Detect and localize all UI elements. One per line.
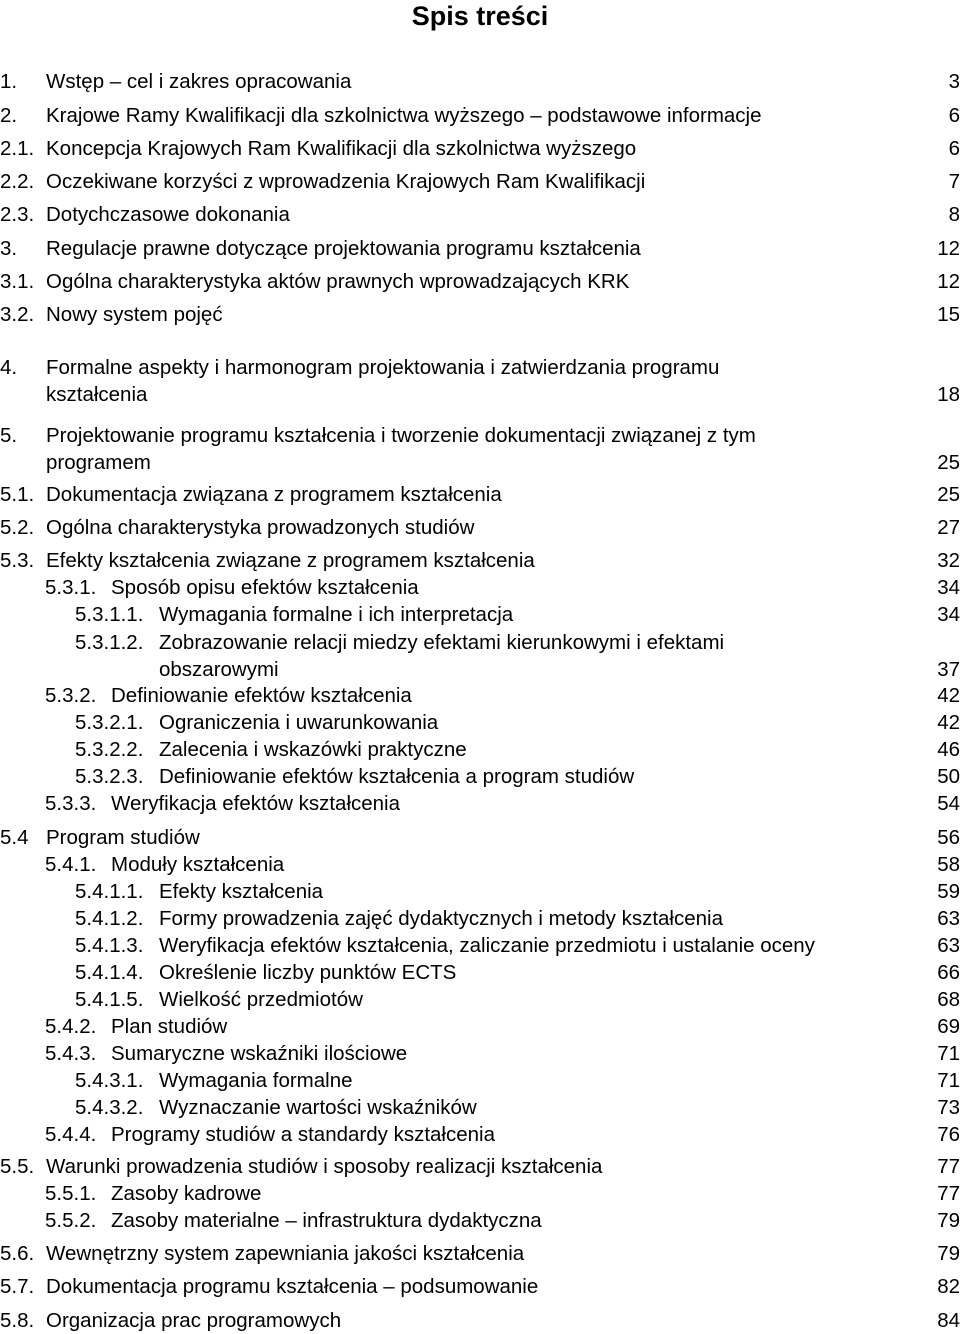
toc-entry-number: 5.4.1.2. <box>75 907 144 930</box>
toc-entry-number: 5. <box>0 424 18 447</box>
toc-entry-title <box>159 1067 937 1094</box>
toc-entry-title <box>46 301 937 328</box>
toc-entry[interactable] <box>0 481 960 508</box>
toc-entry[interactable] <box>45 682 960 709</box>
toc-entry-page: 32 <box>937 549 960 572</box>
toc-entry-number: 5.5.2. <box>45 1209 97 1232</box>
toc-entry-title-line: programem <box>46 451 151 474</box>
toc-entry-title-line: Organizacja prac programowych <box>46 1309 342 1332</box>
toc-entry[interactable] <box>0 168 960 195</box>
toc-entry-number: 5.3.2.3. <box>75 765 144 788</box>
toc-entry-page: 59 <box>937 880 960 903</box>
toc-entry-page: 8 <box>948 203 960 226</box>
toc-entry-page: 42 <box>937 711 960 734</box>
toc-entry-title <box>159 763 937 790</box>
toc-entry-title <box>159 878 937 905</box>
toc-entry-number: 5.4.1.4. <box>75 961 144 984</box>
toc-entry[interactable] <box>75 905 960 932</box>
toc-entry[interactable] <box>0 824 960 851</box>
toc-entry-title-line: Projektowanie programu kształcenia i tworzenie dokumentacji związanej z tym <box>46 424 756 447</box>
toc-entry[interactable] <box>45 1180 960 1207</box>
toc-entry-number: 5.5. <box>0 1155 35 1178</box>
toc-entry-page: 34 <box>937 603 960 626</box>
toc-entry-title-line: Ograniczenia i uwarunkowania <box>159 711 439 734</box>
toc-entry[interactable] <box>75 932 960 959</box>
toc-entry-page: 25 <box>937 451 960 474</box>
toc-entry-page: 73 <box>937 1096 960 1119</box>
toc-entry-number: 5.4.1.5. <box>75 988 144 1011</box>
toc-entry-number: 5.3.1.1. <box>75 603 144 626</box>
toc-entry-title-line: Efekty kształcenia <box>159 880 324 903</box>
toc-entry-title-line: Wymagania formalne <box>159 1069 353 1092</box>
toc-entry-title <box>111 1013 937 1040</box>
toc-entry-title-line: Krajowe Ramy Kwalifikacji dla szkolnictwa wyższego – podstawowe informacje <box>46 104 762 127</box>
toc-entry[interactable] <box>75 629 960 683</box>
toc-entry-title <box>46 422 937 476</box>
toc-entry-title <box>46 102 949 129</box>
toc-entry-title <box>159 709 937 736</box>
toc-entry-title <box>159 629 937 683</box>
toc-entry[interactable] <box>0 68 960 95</box>
toc-entry-title-line: Formy prowadzenia zajęć dydaktycznych i metody kształcenia <box>159 907 723 930</box>
toc-entry-number: 5.8. <box>0 1309 35 1332</box>
toc-entry-number: 5.4.3. <box>45 1042 97 1065</box>
toc-entry[interactable] <box>75 736 960 763</box>
toc-entry[interactable] <box>75 601 960 628</box>
toc-entry[interactable] <box>0 1153 960 1180</box>
toc-entry[interactable] <box>75 1067 960 1094</box>
toc-entry[interactable] <box>0 102 960 129</box>
toc-entry-title-line: Wyznaczanie wartości wskaźników <box>159 1096 477 1119</box>
toc-entry-page: 63 <box>937 907 960 930</box>
toc-entry-title-line: Weryfikacja efektów kształcenia <box>111 792 401 815</box>
toc-entry[interactable] <box>0 354 960 408</box>
toc-entry-page: 77 <box>937 1155 960 1178</box>
toc-entry[interactable] <box>0 1240 960 1267</box>
toc-entry[interactable] <box>75 878 960 905</box>
toc-entry-title <box>46 135 949 162</box>
toc-entry-title-line: Dokumentacja związana z programem kształcenia <box>46 483 502 506</box>
toc-entry-title <box>46 201 949 228</box>
toc-entry-title <box>159 932 937 959</box>
toc-entry-number: 5.4.3.1. <box>75 1069 144 1092</box>
toc-entry-number: 5.6. <box>0 1242 35 1265</box>
toc-entry-page: 63 <box>937 934 960 957</box>
toc-entry-title <box>46 1153 937 1180</box>
toc-entry-page: 66 <box>937 961 960 984</box>
toc-entry-title-line: Definiowanie efektów kształcenia a program studiów <box>159 765 635 788</box>
toc-entry-title-line: Warunki prowadzenia studiów i sposoby realizacji kształcenia <box>46 1155 603 1178</box>
toc-entry[interactable] <box>75 986 960 1013</box>
toc-entry-number: 5.3.2. <box>45 684 97 707</box>
toc-entry-page: 68 <box>937 988 960 1011</box>
toc-entry-title <box>46 268 937 295</box>
toc-entry-title <box>46 1273 937 1300</box>
toc-entry[interactable] <box>0 1273 960 1300</box>
toc-entry-number: 3.1. <box>0 270 35 293</box>
toc-entry-title-line: Efekty kształcenia związane z programem kształcenia <box>46 549 535 572</box>
toc-entry-title <box>46 481 937 508</box>
toc-entry-title <box>111 851 937 878</box>
toc-entry-title-line: Dokumentacja programu kształcenia – podsumowanie <box>46 1275 539 1298</box>
toc-entry-title <box>46 235 937 262</box>
toc-entry-page: 56 <box>937 826 960 849</box>
toc-entry[interactable] <box>0 235 960 262</box>
toc-entry-number: 4. <box>0 356 18 379</box>
toc-entry-page: 79 <box>937 1209 960 1232</box>
toc-entry[interactable] <box>75 1094 960 1121</box>
toc-entry-title <box>46 514 937 541</box>
toc-entry-number: 5.4.1.3. <box>75 934 144 957</box>
toc-entry-number: 2.2. <box>0 170 35 193</box>
toc-entry-title-line: Wielkość przedmiotów <box>159 988 363 1011</box>
toc-entry-number: 5.4.1.1. <box>75 880 144 903</box>
toc-entry-number: 5.3.3. <box>45 792 97 815</box>
toc-entry-page: 69 <box>937 1015 960 1038</box>
toc-entry-page: 12 <box>937 270 960 293</box>
toc-entry-title <box>159 959 937 986</box>
toc-entry-title-line: Program studiów <box>46 826 200 849</box>
toc-entry-number: 5.3.2.2. <box>75 738 144 761</box>
toc-entry-page: 79 <box>937 1242 960 1265</box>
toc-entry-number: 5.5.1. <box>45 1182 97 1205</box>
toc-entry[interactable] <box>0 268 960 295</box>
toc-entry-number: 5.4.2. <box>45 1015 97 1038</box>
toc-entry-page: 77 <box>937 1182 960 1205</box>
toc-entry-number: 3. <box>0 237 18 260</box>
toc-entry[interactable] <box>75 763 960 790</box>
toc-entry-page: 54 <box>937 792 960 815</box>
toc-entry[interactable] <box>45 1207 960 1234</box>
toc-entry-title-line: Oczekiwane korzyści z wprowadzenia Krajowych Ram Kwalifikacji <box>46 170 646 193</box>
toc-entry-title-line: Zobrazowanie relacji miedzy efektami kierunkowymi i efektami <box>159 631 725 654</box>
toc-entry[interactable] <box>45 1121 960 1148</box>
toc-entry-page: 46 <box>937 738 960 761</box>
toc-entry[interactable] <box>0 514 960 541</box>
toc-entry-title-line: Zasoby kadrowe <box>111 1182 262 1205</box>
toc-entry-number: 5.1. <box>0 483 35 506</box>
toc-entry-page: 84 <box>937 1309 960 1332</box>
toc-entry-number: 2.3. <box>0 203 35 226</box>
toc-entry-title-line: Określenie liczby punktów ECTS <box>159 961 457 984</box>
toc-entry-title <box>46 354 937 408</box>
toc-entry-title <box>111 790 937 817</box>
toc-entry[interactable] <box>45 1040 960 1067</box>
toc-entry[interactable] <box>0 201 960 228</box>
toc-entry-title <box>111 1207 937 1234</box>
toc-entry-number: 5.2. <box>0 516 35 539</box>
toc-entry-page: 34 <box>937 576 960 599</box>
toc-entry-title-line: Programy studiów a standardy kształcenia <box>111 1123 495 1146</box>
toc-entry-title <box>46 547 937 574</box>
toc-entry-title-line: Sumaryczne wskaźniki ilościowe <box>111 1042 408 1065</box>
toc-entry-title-line: Definiowanie efektów kształcenia <box>111 684 412 707</box>
toc-entry-page: 3 <box>948 70 960 93</box>
toc-entry-title <box>111 682 937 709</box>
toc-entry[interactable] <box>0 1307 960 1334</box>
toc-entry-number: 5.3.2.1. <box>75 711 144 734</box>
toc-entry-number: 5.3.1. <box>45 576 97 599</box>
toc-entry-number: 2. <box>0 104 18 127</box>
toc-entry-title-line: obszarowymi <box>159 658 279 681</box>
toc-entry-title-line: Koncepcja Krajowych Ram Kwalifikacji dla szkolnictwa wyższego <box>46 137 637 160</box>
toc-entry-number: 5.4.3.2. <box>75 1096 144 1119</box>
toc-entry-number: 2.1. <box>0 137 35 160</box>
toc-entry-title-line: Plan studiów <box>111 1015 228 1038</box>
toc-entry-title-line: Wymagania formalne i ich interpretacja <box>159 603 514 626</box>
toc-entry-title-line: Regulacje prawne dotyczące projektowania programu kształcenia <box>46 237 641 260</box>
toc-entry-title-line: kształcenia <box>46 383 148 406</box>
toc-entry[interactable] <box>45 851 960 878</box>
toc-entry-title <box>159 601 937 628</box>
toc-entry-page: 27 <box>937 516 960 539</box>
toc-entry-number: 1. <box>0 70 18 93</box>
toc-entry-title-line: Moduły kształcenia <box>111 853 285 876</box>
toc-entry-title <box>46 1240 937 1267</box>
toc-entry-page: 71 <box>937 1069 960 1092</box>
toc-entry-title-line: Nowy system pojęć <box>46 303 223 326</box>
toc-entry-title <box>46 1307 937 1334</box>
toc-entry-page: 18 <box>937 383 960 406</box>
toc-entry-title <box>46 68 949 95</box>
toc-entry-title <box>46 168 949 195</box>
toc-entry-page: 6 <box>948 104 960 127</box>
toc-entry-page: 50 <box>937 765 960 788</box>
toc-entry-title-line: Dotychczasowe dokonania <box>46 203 290 226</box>
toc-entry-page: 71 <box>937 1042 960 1065</box>
toc-entry-title-line: Zasoby materialne – infrastruktura dydaktyczna <box>111 1209 542 1232</box>
toc-entry-number: 5.4.1. <box>45 853 97 876</box>
page-title: Spis treści <box>411 1 549 31</box>
toc-entry-page: 7 <box>948 170 960 193</box>
toc-entry-number: 5.3. <box>0 549 35 572</box>
toc-entry-title <box>111 1040 937 1067</box>
toc-entry-number: 5.4 <box>0 826 29 849</box>
toc-entry-title-line: Ogólna charakterystyka prowadzonych studiów <box>46 516 475 539</box>
toc-entry-title-line: Weryfikacja efektów kształcenia, zaliczanie przedmiotu i ustalanie oceny <box>159 934 815 957</box>
toc-entry-title <box>111 574 937 601</box>
toc-entry-title-line: Wstęp – cel i zakres opracowania <box>46 70 352 93</box>
toc-entry-page: 42 <box>937 684 960 707</box>
toc-entry-page: 82 <box>937 1275 960 1298</box>
toc-entry[interactable] <box>0 301 960 328</box>
toc-entry-title-line: Ogólna charakterystyka aktów prawnych wprowadzających KRK <box>46 270 630 293</box>
toc-entry-title-line: Formalne aspekty i harmonogram projektowania i zatwierdzania programu <box>46 356 720 379</box>
toc-entry-page: 76 <box>937 1123 960 1146</box>
toc-entry-page: 12 <box>937 237 960 260</box>
toc-entry-title <box>46 824 937 851</box>
toc-entry[interactable] <box>75 959 960 986</box>
toc-entry-page: 6 <box>948 137 960 160</box>
toc-entry-title-line: Sposób opisu efektów kształcenia <box>111 576 419 599</box>
toc-entry-number: 5.4.4. <box>45 1123 97 1146</box>
toc-entry-title <box>159 986 937 1013</box>
toc-entry-page: 58 <box>937 853 960 876</box>
toc-entry[interactable] <box>45 1013 960 1040</box>
toc-entry-title <box>111 1180 937 1207</box>
toc-entry-page: 15 <box>937 303 960 326</box>
toc-entry[interactable] <box>0 547 960 574</box>
toc-entry-number: 5.3.1.2. <box>75 631 144 654</box>
toc-entry[interactable] <box>45 574 960 601</box>
toc-entry[interactable] <box>0 422 960 476</box>
toc-entry-title <box>159 905 937 932</box>
toc-entry[interactable] <box>45 790 960 817</box>
toc-entry-number: 3.2. <box>0 303 35 326</box>
toc-entry-page: 25 <box>937 483 960 506</box>
toc-entry-page: 37 <box>937 658 960 681</box>
toc-entry-title <box>159 736 937 763</box>
toc-entry-title-line: Wewnętrzny system zapewniania jakości kształcenia <box>46 1242 525 1265</box>
toc-entry[interactable] <box>0 135 960 162</box>
toc-entry[interactable] <box>75 709 960 736</box>
toc-entry-title-line: Zalecenia i wskazówki praktyczne <box>159 738 467 761</box>
toc-entry-title <box>159 1094 937 1121</box>
toc-entry-title <box>111 1121 937 1148</box>
toc-entry-number: 5.7. <box>0 1275 35 1298</box>
